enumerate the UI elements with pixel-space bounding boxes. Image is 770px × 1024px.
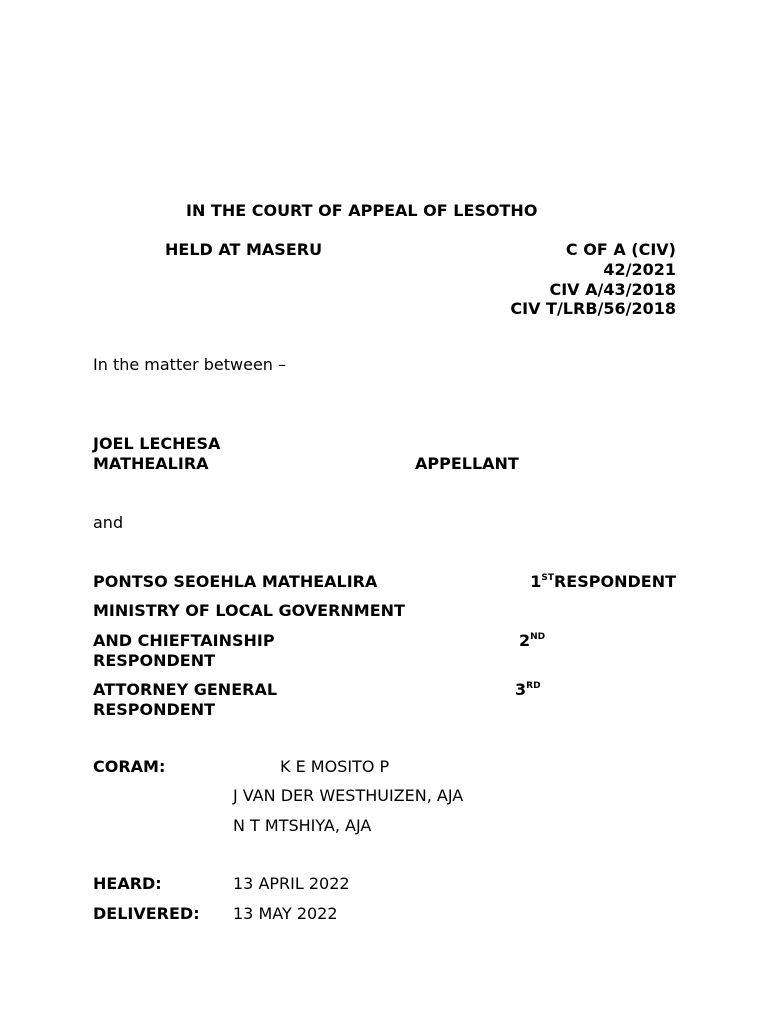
respondent-3-ordinal-number: 3	[515, 680, 527, 699]
respondent-3-ordinal-suffix: RD	[526, 681, 541, 691]
coram-judge-1: K E MOSITO P	[280, 757, 390, 776]
respondent-2-ordinal	[519, 631, 545, 651]
case-number-2: 42/2021	[603, 260, 676, 279]
case-number-1: C OF A (CIV)	[565, 240, 676, 259]
respondent-3-name: ATTORNEY GENERAL	[93, 680, 278, 699]
court-title: IN THE COURT OF APPEAL OF LESOTHO	[186, 201, 538, 220]
matter-between: In the matter between –	[93, 355, 287, 374]
case-number-3: CIV A/43/2018	[549, 280, 676, 299]
respondent-1-ordinal: 1	[530, 572, 542, 591]
respondent-1-name: PONTSO SEOEHLA MATHEALIRA	[93, 572, 378, 591]
delivered-label: DELIVERED:	[93, 904, 200, 923]
appellant-name-line2: MATHEALIRA	[93, 454, 209, 473]
coram-judge-3: N T MTSHIYA, AJA	[233, 816, 372, 835]
held-at: HELD AT MASERU	[165, 240, 323, 259]
respondent-2-name-line1: MINISTRY OF LOCAL GOVERNMENT	[93, 601, 405, 620]
appellant-role: APPELLANT	[415, 454, 519, 473]
heard-label: HEARD:	[93, 874, 162, 893]
respondent-2-role: RESPONDENT	[93, 651, 216, 670]
respondent-1-ordinal-suffix: ST	[541, 573, 554, 583]
delivered-date: 13 MAY 2022	[233, 904, 338, 923]
respondent-1-role	[530, 572, 676, 592]
respondent-3-ordinal	[515, 680, 541, 700]
and-separator: and	[93, 513, 124, 532]
case-number-4: CIV T/LRB/56/2018	[510, 299, 676, 318]
heard-date: 13 APRIL 2022	[233, 874, 350, 893]
coram-judge-2: J VAN DER WESTHUIZEN, AJA	[233, 786, 464, 805]
respondent-2-name-line2: AND CHIEFTAINSHIP	[93, 631, 275, 650]
respondent-2-ordinal-number: 2	[519, 631, 531, 650]
appellant-name-line1: JOEL LECHESA	[93, 434, 221, 453]
coram-label: CORAM:	[93, 757, 166, 776]
respondent-3-role: RESPONDENT	[93, 700, 216, 719]
respondent-2-ordinal-suffix: ND	[530, 632, 546, 642]
respondent-1-role-label: RESPONDENT	[553, 572, 676, 591]
